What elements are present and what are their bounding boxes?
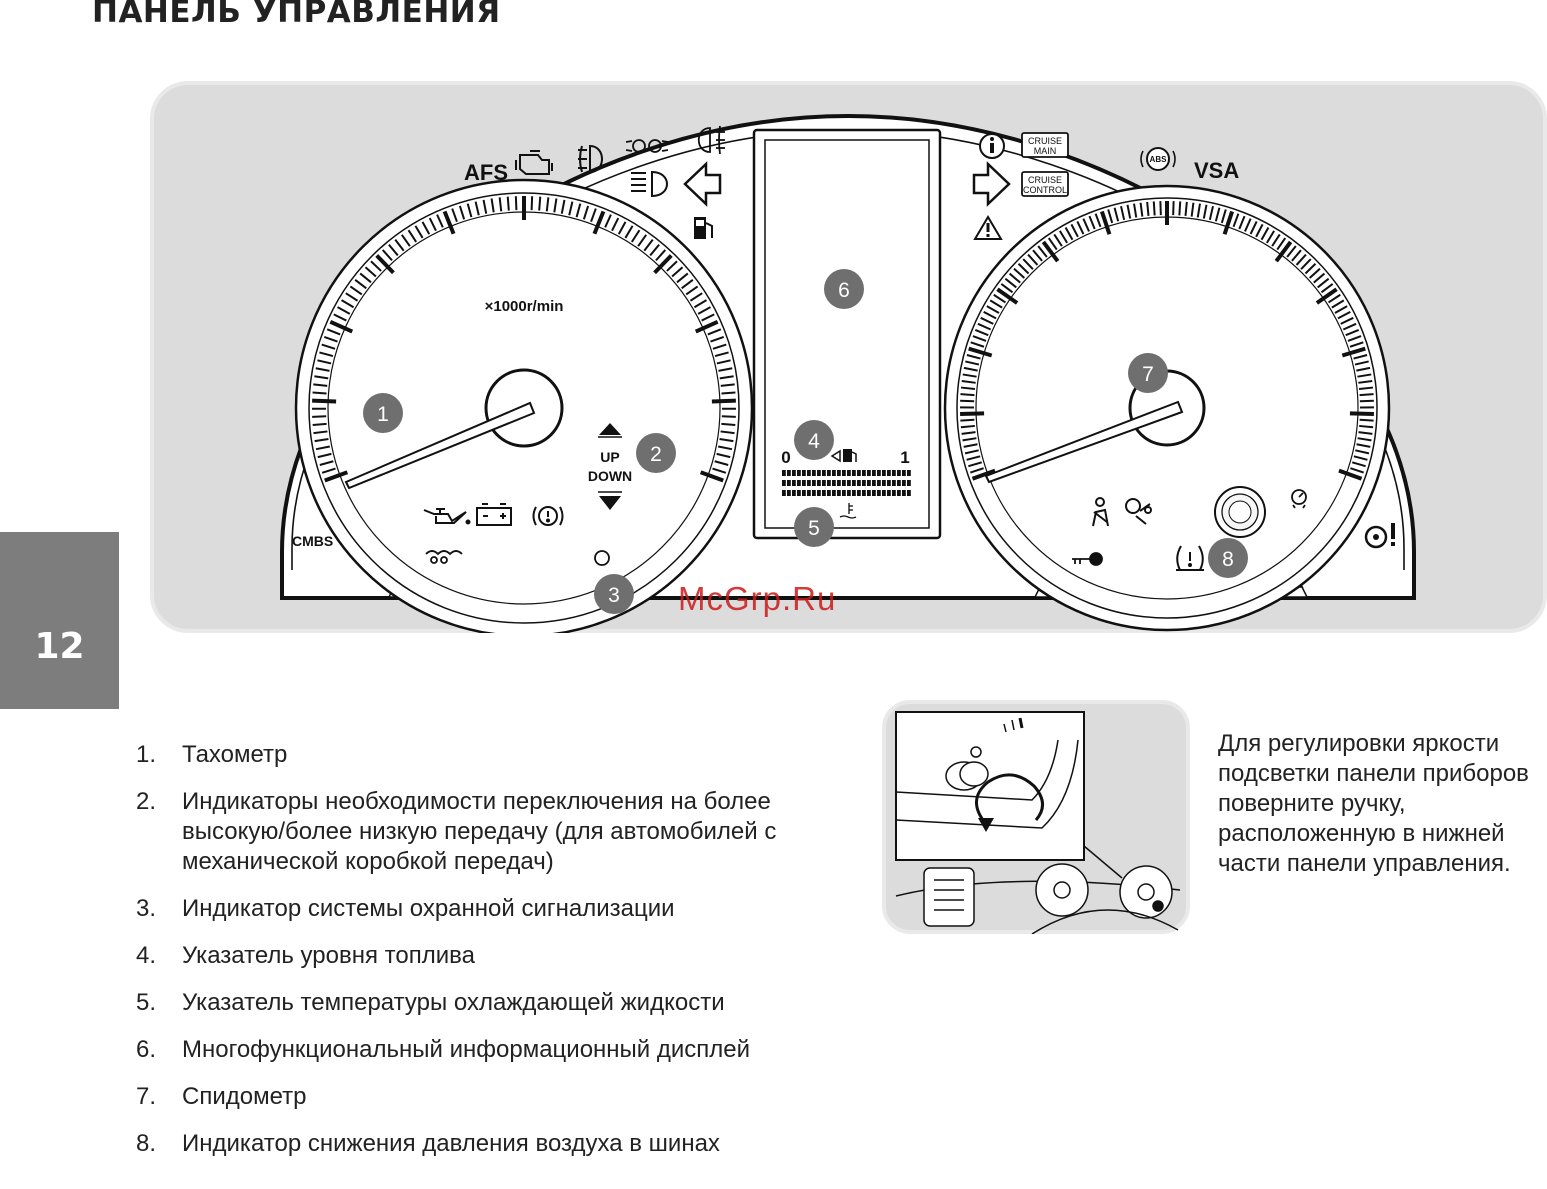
bar-segment: [862, 480, 866, 486]
major-tick: [712, 401, 736, 402]
fuel-full-label: 1: [900, 448, 910, 467]
bar-segment: [882, 480, 886, 486]
bar-segment: [847, 490, 851, 496]
minor-tick: [961, 388, 975, 389]
bar-segment: [842, 490, 846, 496]
svg-text:7: 7: [1142, 363, 1154, 386]
bar-segment: [837, 490, 841, 496]
bar-segment: [897, 490, 901, 496]
bar-segment: [907, 470, 911, 476]
brightness-knob[interactable]: [1215, 487, 1265, 537]
bar-segment: [852, 470, 856, 476]
bar-segment: [867, 470, 871, 476]
svg-text:1: 1: [377, 403, 389, 426]
callout-1: [363, 393, 403, 433]
bar-segment: [782, 480, 786, 486]
bar-segment: [802, 490, 806, 496]
minor-tick: [313, 392, 327, 393]
bar-segment: [822, 490, 826, 496]
svg-text:CRUISE: CRUISE: [1027, 175, 1063, 185]
svg-text:8: 8: [1222, 548, 1234, 571]
bar-segment: [887, 480, 891, 486]
callout-3: [594, 574, 634, 614]
legend-item: 1. Тахометр: [136, 741, 288, 768]
bar-segment: [892, 470, 896, 476]
callout-5: [794, 507, 834, 547]
major-tick: [1350, 413, 1374, 414]
bar-segment: [787, 470, 791, 476]
bar-segment: [862, 470, 866, 476]
bar-segment: [852, 490, 856, 496]
bar-segment: [892, 490, 896, 496]
bar-segment: [807, 470, 811, 476]
minor-tick: [516, 196, 517, 210]
bar-segment: [797, 470, 801, 476]
minor-tick: [1154, 201, 1155, 215]
svg-text:4: 4: [808, 430, 820, 453]
bar-segment: [907, 480, 911, 486]
bar-segment: [817, 470, 821, 476]
minor-tick: [539, 197, 540, 211]
bar-segment: [872, 480, 876, 486]
minor-tick: [1147, 202, 1148, 216]
bar-segment: [822, 470, 826, 476]
bar-segment: [882, 490, 886, 496]
minor-tick: [1185, 202, 1186, 216]
shift-down-label: DOWN: [587, 468, 633, 484]
svg-text:5: 5: [808, 517, 820, 540]
bar-segment: [787, 480, 791, 486]
minor-tick: [961, 426, 975, 427]
bar-segment: [847, 470, 851, 476]
svg-text:MAIN: MAIN: [1033, 146, 1057, 156]
bar-segment: [872, 470, 876, 476]
svg-text:CONTROL: CONTROL: [1022, 185, 1068, 195]
bar-segment: [897, 470, 901, 476]
svg-text:ABS: ABS: [1149, 155, 1167, 164]
legend-item: 8. Индикатор снижения давления воздуха в шинах: [136, 1130, 720, 1157]
bar-segment: [872, 490, 876, 496]
zoomed-view: [896, 712, 1084, 860]
security-alarm-indicator: [595, 551, 609, 565]
bar-segment: [892, 480, 896, 486]
bar-segment: [827, 480, 831, 486]
bar-segment: [902, 470, 906, 476]
bar-segment: [812, 490, 816, 496]
bar-segment: [827, 490, 831, 496]
bar-segment: [852, 480, 856, 486]
bar-segment: [857, 490, 861, 496]
bar-segment: [857, 470, 861, 476]
bar-segment: [797, 490, 801, 496]
info-icon: [980, 134, 1004, 158]
brightness-knob-illustration: [882, 700, 1190, 934]
bar-segment: [817, 480, 821, 486]
bar-segment: [807, 490, 811, 496]
bar-segment: [807, 480, 811, 486]
svg-text:2: 2: [650, 443, 662, 466]
bar-segment: [832, 480, 836, 486]
bar-segment: [787, 490, 791, 496]
bar-segment: [792, 490, 796, 496]
bar-segment: [792, 470, 796, 476]
minor-tick: [1360, 394, 1374, 395]
bar-segment: [827, 470, 831, 476]
major-tick: [312, 401, 336, 402]
bar-segment: [847, 480, 851, 486]
svg-text:6: 6: [838, 279, 850, 302]
bar-segment: [797, 480, 801, 486]
minor-tick: [1179, 201, 1180, 215]
bar-segment: [842, 480, 846, 486]
minor-tick: [1360, 420, 1374, 421]
minor-tick: [721, 392, 735, 393]
bar-segment: [782, 470, 786, 476]
speedometer: [945, 186, 1389, 630]
minor-tick: [1359, 426, 1373, 427]
minor-tick: [508, 197, 509, 211]
callout-8: [1208, 538, 1248, 578]
minor-tick: [1359, 388, 1373, 389]
bar-segment: [877, 490, 881, 496]
bar-segment: [862, 490, 866, 496]
bar-segment: [812, 470, 816, 476]
component-legend: [136, 740, 836, 1176]
multi-info-display: [754, 130, 940, 538]
vsa-indicator: VSA: [1194, 158, 1240, 183]
bar-segment: [792, 480, 796, 486]
bar-segment: [782, 490, 786, 496]
bar-segment: [802, 480, 806, 486]
bar-segment: [812, 480, 816, 486]
afs-indicator: AFS: [464, 160, 508, 185]
callout-4: [794, 420, 834, 460]
page-title: ПАНЕЛЬ УПРАВЛЕНИЯ: [92, 0, 501, 30]
bar-segment: [902, 490, 906, 496]
minor-tick: [722, 416, 736, 417]
bar-segment: [832, 470, 836, 476]
legend-item: 4. Указатель уровня топлива: [136, 942, 475, 969]
minor-tick: [313, 424, 327, 425]
major-tick: [960, 413, 984, 414]
page-number: 12: [34, 626, 85, 667]
bar-segment: [832, 490, 836, 496]
bar-segment: [842, 470, 846, 476]
minor-tick: [532, 196, 533, 210]
svg-text:3: 3: [608, 584, 620, 607]
bar-segment: [877, 480, 881, 486]
bar-segment: [907, 490, 911, 496]
bar-segment: [887, 470, 891, 476]
fuel-empty-label: 0: [781, 448, 791, 467]
legend-item: 3. Индикатор системы охранной сигнализации: [136, 895, 675, 922]
cmbs-indicator: CMBS: [292, 533, 334, 549]
bar-segment: [867, 480, 871, 486]
page-number-tab: [0, 532, 119, 709]
svg-text:CRUISE: CRUISE: [1027, 136, 1063, 146]
legend-item: 5. Указатель температуры охлаждающей жидкости: [136, 989, 725, 1016]
minor-tick: [960, 420, 974, 421]
bar-segment: [822, 480, 826, 486]
callout-2: [636, 433, 676, 473]
minor-tick: [721, 424, 735, 425]
callout-7: [1128, 353, 1168, 393]
bar-segment: [877, 470, 881, 476]
bar-segment: [902, 480, 906, 486]
legend-item: 6. Многофункциональный информационный дисплей: [136, 1036, 751, 1063]
bar-segment: [857, 480, 861, 486]
bar-segment: [802, 470, 806, 476]
cruise-main-indicator: [1022, 133, 1068, 157]
bar-segment: [867, 490, 871, 496]
shift-up-label: UP: [600, 449, 620, 465]
minor-tick: [960, 394, 974, 395]
minor-tick: [312, 416, 326, 417]
bar-segment: [882, 470, 886, 476]
cruise-control-indicator: [1022, 172, 1068, 196]
bar-segment: [817, 490, 821, 496]
legend-item: 2. Индикаторы необходимости переключения на более высокую/более низкую передачу (для автомобилей с механической коробкой передач): [136, 788, 777, 875]
instrument-panel-illustration: [150, 80, 1547, 633]
brightness-instruction: Для регулировки яркости подсветки панели приборов поверните ручку, расположенную в нижней части панели управления.: [1218, 730, 1529, 877]
legend-item: 7. Спидометр: [136, 1083, 307, 1110]
watermark: McGrp.Ru: [678, 580, 837, 617]
bar-segment: [887, 490, 891, 496]
bar-segment: [837, 480, 841, 486]
callout-6: [824, 269, 864, 309]
rpm-unit-label: ×1000r/min: [484, 298, 564, 315]
bar-segment: [897, 480, 901, 486]
bar-segment: [837, 470, 841, 476]
